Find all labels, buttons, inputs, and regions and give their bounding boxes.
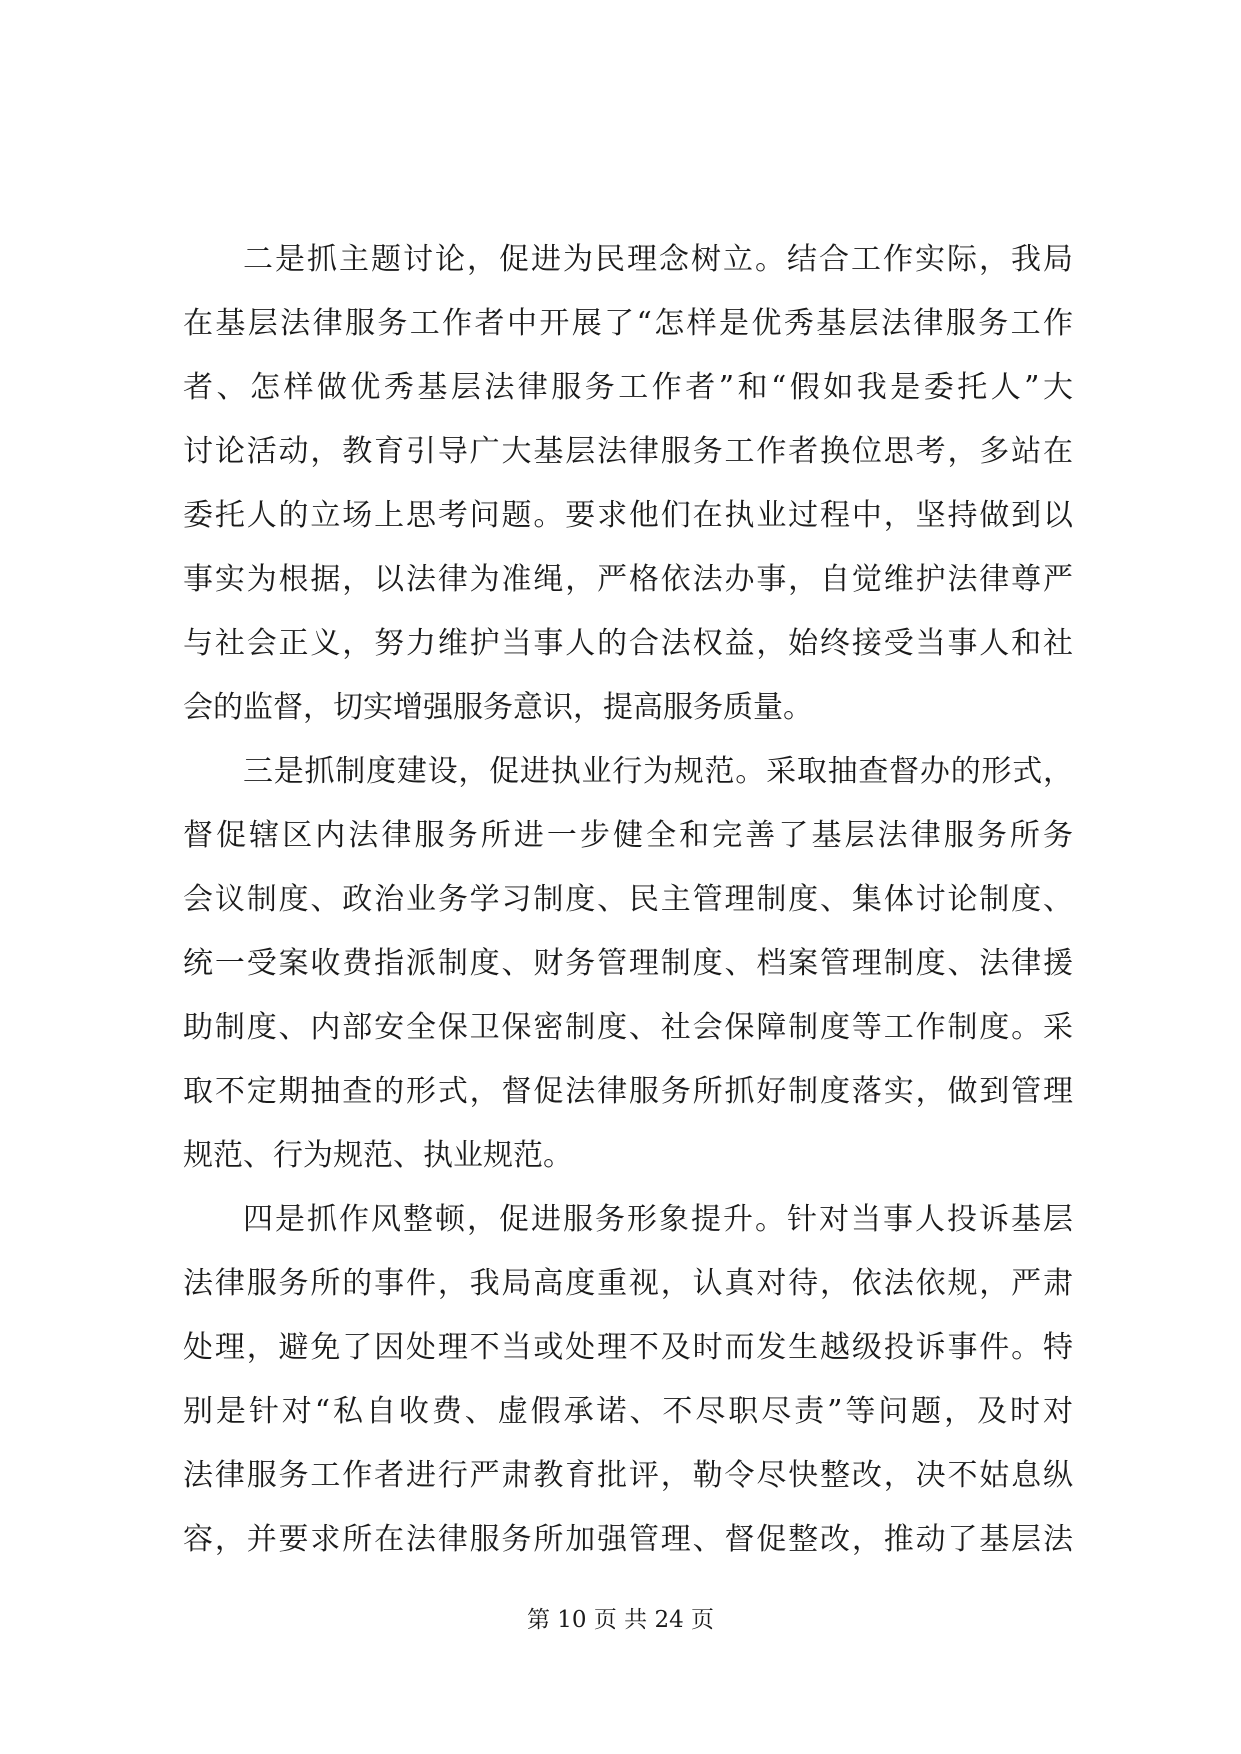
page-footer xyxy=(0,1605,1241,1635)
text-line: 取不定期抽查的形式，督促法律服务所抓好制度落实，做到管理 xyxy=(183,1074,1073,1109)
text-line: 规范、行为规范、执业规范。 xyxy=(183,1138,573,1173)
text-line: 处理，避免了因处理不当或处理不及时而发生越级投诉事件。特 xyxy=(183,1330,1073,1365)
text-line: 四是抓作风整顿，促进服务形象提升。针对当事人投诉基层 xyxy=(243,1202,1073,1237)
text-line: 在基层法律服务工作者中开展了“怎样是优秀基层法律服务工作 xyxy=(183,306,1073,341)
text-line: 委托人的立场上思考问题。要求他们在执业过程中，坚持做到以 xyxy=(183,498,1073,533)
document-body xyxy=(183,228,1073,1572)
page-number: 第 10 页 共 24 页 xyxy=(526,1607,715,1633)
text-line: 统一受案收费指派制度、财务管理制度、档案管理制度、法律援 xyxy=(183,946,1073,981)
paragraph-2 xyxy=(183,740,1073,1188)
paragraph-1 xyxy=(183,228,1073,740)
text-line: 讨论活动，教育引导广大基层法律服务工作者换位思考，多站在 xyxy=(183,434,1073,469)
text-line: 法律服务工作者进行严肃教育批评，勒令尽快整改，决不姑息纵 xyxy=(183,1458,1073,1493)
text-line: 别是针对“私自收费、虚假承诺、不尽职尽责”等问题，及时对 xyxy=(183,1394,1073,1429)
text-line: 助制度、内部安全保卫保密制度、社会保障制度等工作制度。采 xyxy=(183,1010,1073,1045)
text-line: 法律服务所的事件，我局高度重视，认真对待，依法依规，严肃 xyxy=(183,1266,1073,1301)
text-line: 事实为根据，以法律为准绳，严格依法办事，自觉维护法律尊严 xyxy=(183,562,1073,597)
text-line: 督促辖区内法律服务所进一步健全和完善了基层法律服务所务 xyxy=(183,818,1073,853)
text-line: 容，并要求所在法律服务所加强管理、督促整改，推动了基层法 xyxy=(183,1522,1073,1557)
text-line: 三是抓制度建设，促进执业行为规范。采取抽查督办的形式， xyxy=(243,754,1073,789)
paragraph-3 xyxy=(183,1188,1073,1572)
text-line: 会的监督，切实增强服务意识，提高服务质量。 xyxy=(183,690,813,725)
text-line: 会议制度、政治业务学习制度、民主管理制度、集体讨论制度、 xyxy=(183,882,1073,917)
text-line: 与社会正义，努力维护当事人的合法权益，始终接受当事人和社 xyxy=(183,626,1073,661)
text-line: 二是抓主题讨论，促进为民理念树立。结合工作实际，我局 xyxy=(243,242,1073,277)
text-line: 者、怎样做优秀基层法律服务工作者”和“假如我是委托人”大 xyxy=(183,370,1073,405)
